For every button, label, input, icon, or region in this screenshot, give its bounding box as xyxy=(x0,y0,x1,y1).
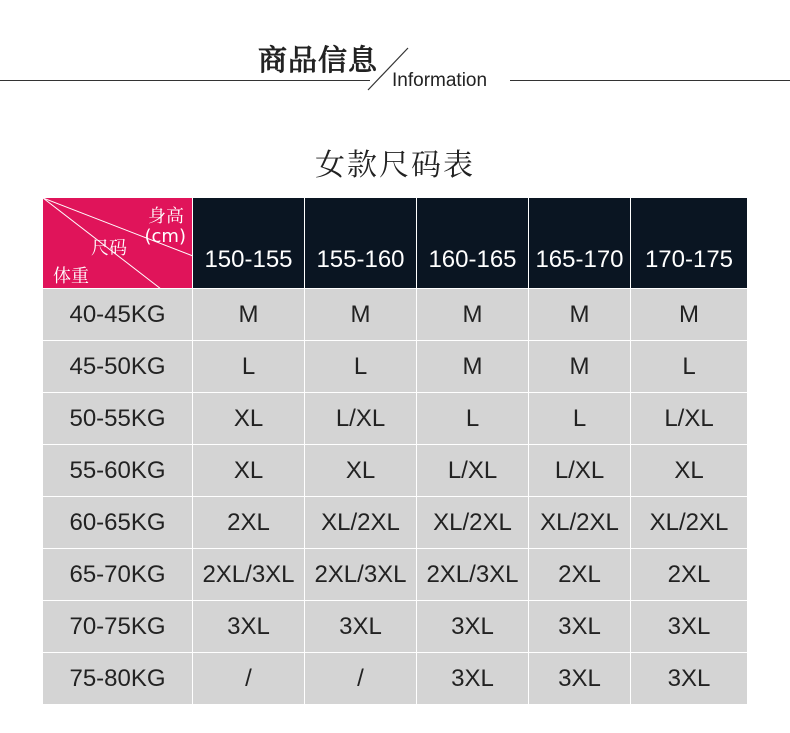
section-title-cn: 商品信息 xyxy=(258,43,379,77)
size-cell: 3XL xyxy=(529,653,631,704)
size-cell: / xyxy=(305,653,417,704)
size-cell: XL xyxy=(631,445,747,496)
size-cell: 3XL xyxy=(631,653,747,704)
size-cell: 2XL xyxy=(631,549,747,600)
size-cell: XL/2XL xyxy=(305,497,417,548)
weight-cell: 60-65KG xyxy=(43,497,193,548)
size-chart-table xyxy=(43,198,747,705)
table-row xyxy=(43,549,747,601)
size-cell: 3XL xyxy=(305,601,417,652)
size-cell: 3XL xyxy=(529,601,631,652)
weight-cell: 75-80KG xyxy=(43,653,193,704)
size-cell: 3XL xyxy=(631,601,747,652)
size-cell: XL xyxy=(193,445,305,496)
size-cell: L/XL xyxy=(305,393,417,444)
table-row xyxy=(43,601,747,653)
weight-cell: 50-55KG xyxy=(43,393,193,444)
size-cell: XL/2XL xyxy=(529,497,631,548)
column-header: 165-170 xyxy=(529,198,631,288)
weight-cell: 70-75KG xyxy=(43,601,193,652)
size-cell: M xyxy=(417,289,529,340)
table-row xyxy=(43,341,747,393)
size-cell: XL/2XL xyxy=(417,497,529,548)
weight-cell: 40-45KG xyxy=(43,289,193,340)
size-cell: 2XL xyxy=(193,497,305,548)
size-cell: 3XL xyxy=(193,601,305,652)
column-header: 155-160 xyxy=(305,198,417,288)
size-cell: 2XL/3XL xyxy=(417,549,529,600)
size-cell: M xyxy=(305,289,417,340)
size-cell: M xyxy=(193,289,305,340)
table-body xyxy=(43,289,747,705)
corner-height-label: 身高 xyxy=(148,206,184,227)
table-header-row xyxy=(43,198,747,289)
size-cell: XL xyxy=(193,393,305,444)
weight-cell: 55-60KG xyxy=(43,445,193,496)
corner-size-label: 尺码 xyxy=(91,238,127,259)
column-header: 170-175 xyxy=(631,198,747,288)
size-cell: 2XL/3XL xyxy=(305,549,417,600)
size-cell: L xyxy=(417,393,529,444)
table-row xyxy=(43,289,747,341)
size-cell: 2XL/3XL xyxy=(193,549,305,600)
table-corner-cell xyxy=(43,198,193,288)
section-header xyxy=(0,0,790,110)
size-cell: L/XL xyxy=(417,445,529,496)
size-cell: L xyxy=(631,341,747,392)
size-cell: 2XL xyxy=(529,549,631,600)
size-cell: M xyxy=(417,341,529,392)
size-cell: L xyxy=(305,341,417,392)
size-cell: M xyxy=(529,289,631,340)
header-divider-right xyxy=(510,80,790,81)
size-cell: L/XL xyxy=(529,445,631,496)
table-row xyxy=(43,653,747,705)
size-cell: M xyxy=(631,289,747,340)
table-row xyxy=(43,393,747,445)
size-chart-title: 女款尺码表 xyxy=(315,148,475,183)
table-row xyxy=(43,497,747,549)
size-cell: 3XL xyxy=(417,653,529,704)
table-row xyxy=(43,445,747,497)
size-cell: XL xyxy=(305,445,417,496)
size-cell: L xyxy=(193,341,305,392)
weight-cell: 45-50KG xyxy=(43,341,193,392)
size-cell: / xyxy=(193,653,305,704)
section-title-en: Information xyxy=(392,70,488,91)
size-cell: L xyxy=(529,393,631,444)
column-header: 160-165 xyxy=(417,198,529,288)
size-cell: 3XL xyxy=(417,601,529,652)
corner-height-unit: (cm) xyxy=(144,226,186,247)
corner-weight-label: 体重 xyxy=(53,266,89,287)
size-cell: L/XL xyxy=(631,393,747,444)
weight-cell: 65-70KG xyxy=(43,549,193,600)
size-cell: M xyxy=(529,341,631,392)
column-header: 150-155 xyxy=(193,198,305,288)
header-divider-left xyxy=(0,80,370,81)
size-cell: XL/2XL xyxy=(631,497,747,548)
